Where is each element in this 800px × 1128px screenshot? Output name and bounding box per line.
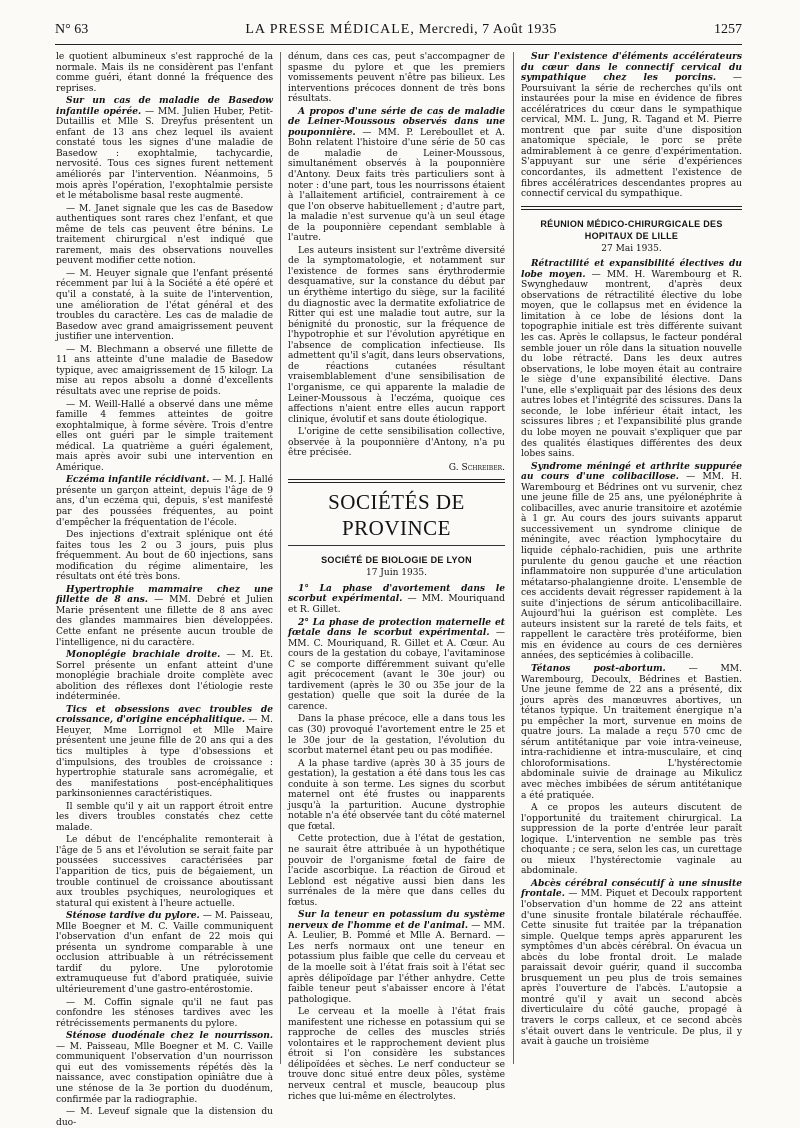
paragraph [56,96,273,201]
paragraph-text: A la phase tardive (après 30 à 35 jours de gestation), la gestation a été dans tous les cas conduite à son terme. Les signes du scorbut maternel ont été frustes ou inapparents jusqu'à la parturition. Aucune dystrophie notable n'a été observée tant du côté maternel que fœtal. [288,758,505,832]
paragraph-heading: Sur l'existence d'éléments accélérateurs du cœur dans le connectif cervical du sympathique chez les porcins. [521,51,742,84]
paragraph [521,462,742,662]
session-date: 27 Mai 1935. [601,243,662,254]
paragraph [56,998,273,1030]
paragraph [56,269,273,343]
column-3 [521,52,742,1067]
paragraph-text: Dans la phase précoce, elle a dans tous les cas (30) provoqué l'avortement entre le 25 et le 30e jour de la gestation, l'évolution du scorbut maternel étant peu ou pas modifiée. [288,714,505,757]
paragraph-heading: Rétractilité et expansibilité électives du lobe moyen. [521,258,742,280]
paragraph-text: — MM. H. Warembourg et R. Swynghedauw montrent, d'après deux observations de rétractilité élective du lobe moyen, que le collapsus met en évidence la limitation à ce lobe de lésions dont la topographie initiale est très différente suivant les cas. Après le collapsus, le facteur pondéral semble jouer un rôle dans la situation nouvelle du lobe rétracté. Dans les deux autres observations, le lobe moyen était au contraire le siège d'une expansibilité élective. Dans l'une, elle s'expliquait par des lésions des deux autres lobes et l'intégrité des scissures. Dans la seconde, le lobe inférieur était intact, les scissures libres ; et l'expansibilité plus grande du lobe moyen ne pouvait s'expliquer que par des qualités élastiques différentes des deux lobes sains. [521,269,742,460]
paragraph-text: — M. Heuyer signale que l'enfant présenté récemment par lui à la Société a été opéré et qu'il a constaté, à la suite de l'intervention, une amélioration de l'état général et des troubles du caractère. Les cas de maladie de Basedow avec grand amaigrissement peuvent justifier une intervention. [56,268,273,343]
paragraph-text: — M. Coffin signale qu'il ne faut pas confondre les sténoses tardives avec les rétrécissements permanents du pylore. [56,997,273,1029]
paragraph [288,834,505,908]
paragraph-text: A ce propos les auteurs discutent de l'opportunité du traitement chirurgical. La suppression de la porte d'entrée leur paraît logique. L'intervention ne semble pas très choquante ; ce sera, selon les cas, un curettage ou mieux l'hystérectomie vaginale au abdominale. [521,803,742,877]
column-1 [56,52,273,1128]
paragraph-text: — MM. P. Lereboullet et A. Bohn relatent l'histoire d'une série de 50 cas de maladie de Leiner-Moussous, simultanément observés à la pouponnière d'Antony. Deux faits très particuliers sont à noter : d'une part, tous les nourrissons étaient à l'allaitement artificiel, contrairement à ce que l'on observe habituellement ; d'autre part, la maladie n'est survenue qu'à un seul étage de la pouponnière cependant semblable à l'autre. [288,127,505,244]
paragraph-text: — MM. Julien Huber, Petit-Dutaillis et Mlle S. Dreyfus présentent un enfant de 13 ans chez lequel ils avaient constaté tous les signes d'une maladie de Basedow : exophtalmie, tachycardie, nervosité. Tous ces signes furent nettement améliorés par l'intervention. Néanmoins, 5 mois après l'opération, l'exophtalmie persiste et le métabolisme basal reste augmenté. [56,106,273,202]
paragraph-text: le quotient albumineux s'est rapproché de la normale. Mais ils ne considèrent pas l'enfant comme guéri, étant donné la fréquence des reprises. [56,52,273,94]
paragraph [521,259,742,459]
paragraph-text: — Poursuivant la série de recherches qu'ils ont instaurées pour la mise en évidence de fibres accélératrices du cœur dans le sympathique cervical, MM. L. Jung, R. Tagand et M. Pierre montrent que par suite d'une disposition anatomique spéciale, le porc se prête admirablement à ce genre d'expérimentation. S'appuyant sur une série d'expériences concordantes, ils admettent l'existence de fibres accélératrices descendantes propres au connectif cervical du sympathique. [521,73,742,200]
paragraph-heading: 2° La phase de protection maternelle et fœtale dans le scorbut expérimental. [288,616,505,639]
paragraph-text: — M. J. Hallé présente un garçon atteint, depuis l'âge de 9 ans, d'un eczéma qui, depuis, s'est manifesté par des poussées fréquentes, au point d'empêcher la fréquentation de l'école. [56,475,273,528]
paragraph-text: — M. Leveuf signale que la distension du duo- [56,1107,273,1128]
paragraph-heading: Hypertrophie mammaire chez une fillette de 8 ans. [56,583,273,606]
paragraph-text: — MM. Warembourg, Decoulx, Bédrines et Bastien. Une jeune femme de 22 ans a présenté, dix jours après des manœuvres abortives, un tétanos typique. Un traitement énergique n'a pu empêcher la mort, survenue en moins de quatre jours. La malade a reçu 570 cmc de sérum antitétanique par voie intra-veineuse, intra-rachidienne et intra-musculaire, et cinq chloroformisations. L'hystérectomie abdominale suivie de drainage au Mikulicz avec mèches imbibées de sérum antitétanique a été pratiquée. [521,663,742,801]
paragraph-heading: Sténose tardive du pylore. [66,910,200,922]
paragraph-text: — MM. H. Warembourg et Bédrines ont vu survenir, chez une jeune fille de 25 ans, une pyélonéphrite à colibacilles, avec anurie transitoire et azotémie à 1 gr. Au cours des jours suivants apparut successivement un syndrome clinique de méningite, avec réaction lymphocytaire du liquide céphalo-rachidien, puis une arthrite purulente du genou gauche et une réaction inflammatoire non suppurée d'une articulation métatarso-phalangienne droite. L'ensemble de ces accidents devait régresser rapidement à la suite d'injections de sérum anticolibacillaire. Aujourd'hui la guérison est complète. Les auteurs insistent sur la rareté de tels faits, et rappellent le caractère très protéiforme, bien mis en évidence au cours de ces dernières années, des septicémies à colibacille. [521,472,742,662]
paragraph-text: — M. Janet signale que les cas de Basedow authentiques sont rares chez l'enfant, et que même de tels cas peuvent être bénins. Le traitement chirurgical n'est indiqué que rarement, mais des observations nouvelles peuvent modifier cette notion. [56,203,273,267]
paragraph [56,1107,273,1128]
paragraph [288,714,505,756]
paragraph [521,803,742,877]
page-number: 1257 [713,22,742,37]
paragraph-text: Les auteurs insistent sur l'extrême diversité de la symptomatologie, et notamment sur l'existence de formes sans érythrodermie desquamative, sur la constance du début par un érythème intertigo du siège, sur la facilité du diagnostic avec la dermatite exfoliatrice de Ritter qui est une maladie tout autre, sur la bénignité du pronostic, sur la fréquence de l'hypotrophie et sur l'évolution apyrétique en l'absence de complication infectieuse. Ils admettent qu'il s'agit, dans leurs observations, de réactions cutanées résultant vraisemblablement d'une sensibilisation de l'organisme, ce qui apparente la maladie de Leiner-Moussous à l'eczéma, quoique ces affections n'aient entre elles aucun rapport clinique, évolutif et sans doute étiologique. [288,245,505,425]
paragraph [56,1031,273,1105]
header-rule [55,44,742,45]
society-title: SOCIÉTÉ DE BIOLOGIE DE LYON [321,555,472,566]
paragraph-text: — MM. Piquet et Decoulx rapportent l'observation d'un homme de 22 ans atteint d'une sinusite frontale bilatérale réchauffée. Cette sinusite fut traitée par la trépanation simple. Quelque temps après apparurent les symptômes d'un abcès cérébral. On évacua un abcès du lobe frontal droit. Le malade paraissait devoir guérir, quand il succomba brusquement un peu plus de trois semaines après l'ouverture de l'abcès. L'autopsie a montré qu'il y avait un second abcès diverticulaire du côté gauche, propagé à travers le corps calleux, et ce second abcès s'était ouvert dans le ventricule. De plus, il y avait à gauche un troisième [521,889,742,1048]
column-divider [513,52,514,1064]
paragraph-text: — MM. Mouriquand et R. Gillet. [288,594,505,615]
paragraph-heading: Abcès cérébral consécutif à une sinusite frontale. [521,877,742,900]
paragraph [56,585,273,648]
paragraph-text: L'origine de cette sensibilisation collective, observée à la pouponnière d'Antony, n'a pu être précisée. [288,427,505,459]
society-title: RÉUNION MÉDICO-CHIRURGICALE DES HOPITAUX DE LILLE [540,218,723,241]
paragraph-text: — M. Weill-Hallé a observé dans une même famille 4 femmes atteintes de goitre exophtalmique, à forme sévère. Trois d'entre elles ont guéri par le simple traitement médical. La quatrième a guéri également, mais après avoir subi une intervention en Amérique. [56,399,273,473]
issue-number: N° 63 [55,22,89,37]
section-title-province: SOCIÉTÉS DE PROVINCE [328,490,465,541]
paragraph [56,802,273,834]
paragraph [521,52,742,200]
paragraph-text: — M. Paisseau, Mlle Boegner et M. C. Vaille communiquent l'observation d'un enfant de 22 mois qui présenta un syndrome comparable à une occlusion attribuable à un rétrécissement tardif du pylore. Une pylorotomie extramuqueuse fut d'abord pratiquée, suivie ultérieurement d'une gastro-entérostomie. [56,911,273,996]
column-2 [288,52,505,1102]
paragraph [56,705,273,800]
paragraph [521,879,742,1048]
paragraph [288,759,505,833]
paragraph-text: — MM. C. Mouriquand, R. Gillet et A. Cœur. Au cours de la gestation du cobaye, l'avitaminose C se comporte différemment suivant qu'elle agit précocement (avant le 30e jour) ou tardivement (après le 30 ou 35e jour de la gestation) quelle que soit la durée de la carence. [288,628,505,712]
paragraph [288,584,505,616]
issue-date: Mercredi, 7 Août 1935 [418,22,557,37]
paragraph [288,427,505,459]
session-date: 17 Juin 1935. [365,568,428,579]
paragraph-heading: Sur un cas de maladie de Basedow infantile opérée. [56,95,273,117]
section-rule [521,206,742,210]
paragraph [288,52,505,105]
paragraph-heading: Sténose duodénale chez le nourrisson. [66,1030,273,1042]
paragraph [56,650,273,703]
paragraph-text: — M. Blechmann a observé une fillette de 11 ans atteinte d'une maladie de Basedow typique, avec amaigrissement de 15 kilogr. La mise au repos absolu a donné d'excellents résultats avec une reprise de poids. [56,344,273,397]
section-rule [288,545,505,546]
paragraph-heading: Eczéma infantile récidivant. [66,474,210,486]
section-rule [288,479,505,483]
paragraph [288,618,505,713]
paragraph [56,911,273,995]
paragraph [56,475,273,528]
paragraph [56,835,273,909]
paragraph-text: Le cerveau et la moelle à l'état frais manifestent une richesse en potassium qui se rapproche de celles des muscles striés volontaires et le rapprochement devient plus étroit si l'on considère les substances délipoïdées et sèches. Le nerf conducteur se trouve donc situé entre deux pôles, système nerveux central et muscle, beaucoup plus riches que lui-même en électrolytes. [288,1007,505,1102]
paragraph-text: Il semble qu'il y ait un rapport étroit entre les divers troubles constatés chez cette malade. [56,801,273,833]
paragraph-heading: 1° La phase d'avortement dans le scorbut expérimental. [288,582,505,605]
paragraph-text: dénum, dans ces cas, peut s'accompagner de spasme du pylore et que les premiers vomissements peuvent n'être pas bilieux. Les interventions précoces donnent de très bons résultats. [288,52,505,105]
paragraph-text: — M. Paisseau, Mlle Boegner et M. C. Vaille communiquent l'observation d'un nourrisson qui eut des vomissements répétés dès la naissance, avec constipation opiniâtre due à une sténose de la 3e portion du duodénum, confirmée par la radiographie. [56,1041,273,1105]
journal-title: LA PRESSE MÉDICALE, [245,22,415,37]
paragraph [288,1007,505,1102]
running-header [55,22,742,44]
paragraph [56,400,273,474]
paragraph [288,910,505,1005]
paragraph [521,664,742,801]
paragraph-heading: Monoplégie brachiale droite. [66,649,221,661]
paragraph [288,246,505,425]
paragraph [56,204,273,267]
paragraph-heading: Syndrome méningé et arthrite suppurée au cours d'une colibacillose. [521,460,742,483]
paragraph [288,107,505,244]
paragraph-text: Le début de l'encéphalite remonterait à l'âge de 5 ans et l'évolution se serait faite par poussées successives caractérisées par l'apparition de tics, puis de bégaiement, un trouble continuel de croissance aboutissant aux troubles psychiques, neurologiques et statural qui existent à l'heure actuelle. [56,835,273,909]
paragraph-text: Cette protection, due à l'état de gestation, ne saurait être attribuée à un hypothétique pouvoir de l'organisme fœtal de faire de l'acide ascorbique. La réaction de Giroud et Leblond est négative aussi bien dans les surrénales de la mère que dans celles du fœtus. [288,834,505,908]
paragraph [56,530,273,583]
paragraph-text: — MM. Debré et Julien Marie présentent une fillette de 8 ans avec des glandes mammaires bien développées. Cette enfant ne présente aucun trouble de l'intelligence, ni du caractère. [56,595,273,648]
paragraph [56,52,273,94]
paragraph-heading: Tics et obsessions avec troubles de croissance, d'origine encéphalitique. [56,703,273,726]
paragraph-text: Des injections d'extrait splénique ont été faites tous les 2 ou 3 jours, puis plus fréquemment. Au bout de 60 injections, sans modification du régime alimentaire, les résultats ont été très bons. [56,530,273,583]
paragraph-text: — M. Heuyer, Mme Lorrignol et Mlle Maire présentent une jeune fille de 20 ans qui a des tics multiples à type d'obsessions et d'impulsions, des troubles de croissance : hypertrophie staturale sans acromégalie, et des manifestations post-encéphalitiques parkinsoniennes caractéristiques. [56,715,273,800]
paragraph-heading: A propos d'une série de cas de maladie de Leiner-Moussous observés dans une pouponnière. [288,105,505,138]
column-divider [280,52,281,1064]
paragraph-heading: Tétanos post-abortum. [531,662,666,674]
paragraph-text: — M. Et. Sorrel présente un enfant atteint d'une monoplégie brachiale droite complète avec abolition des réflexes dont l'étiologie reste indéterminée. [56,650,273,703]
paragraph [56,345,273,398]
paragraph-text: — MM. A. Leulier, B. Pommé et Mlle A. Bernard. — Les nerfs normaux ont une teneur en potassium plus faible que celle du cerveau et de la moelle soit à l'état frais soit à l'état sec après délipoïdage par l'éther anhydre. Cette faible teneur peut s'abaisser encore à l'état pathologique. [288,920,505,1005]
signature: G. Schreiber. [448,462,505,473]
paragraph-heading: Sur la teneur en potassium du système nerveux de l'homme et de l'animal. [288,909,505,931]
